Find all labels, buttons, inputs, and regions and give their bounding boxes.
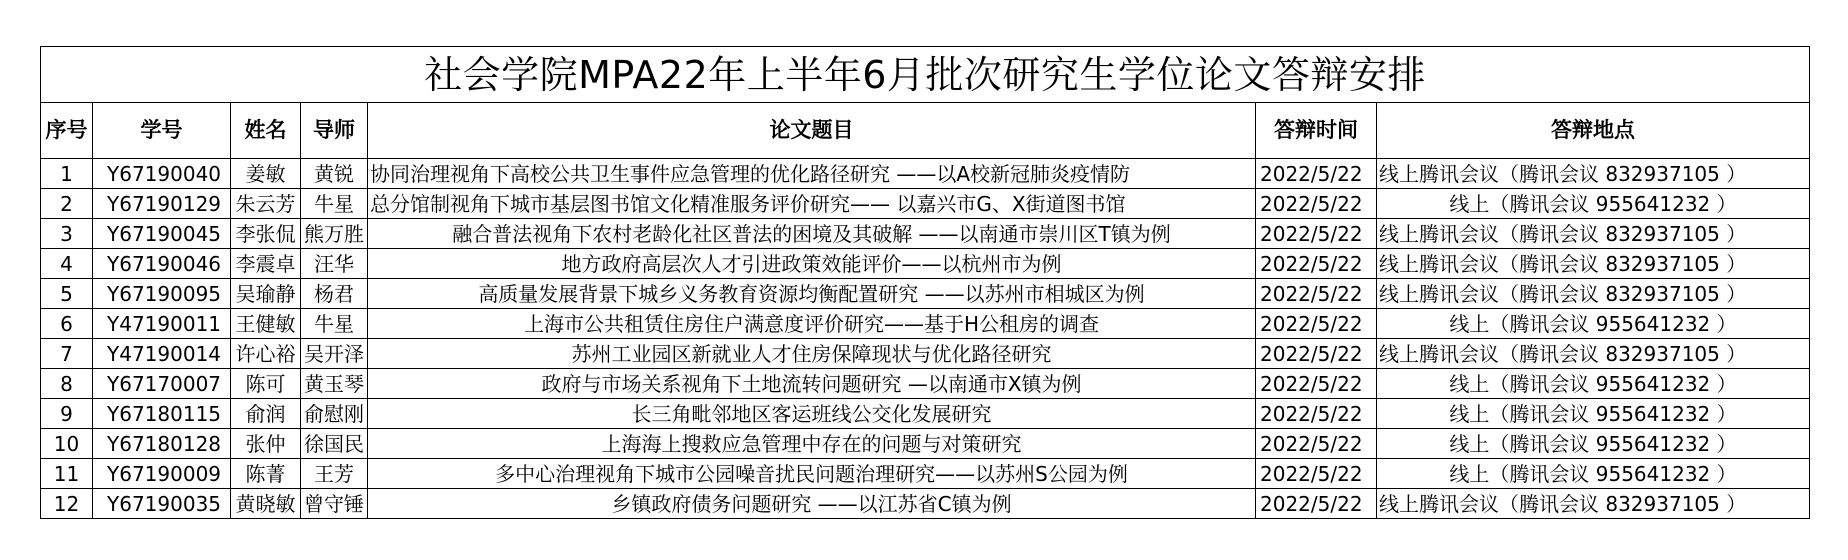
cell-student-id: Y67190129 (93, 189, 231, 219)
cell-student-id: Y67190040 (93, 159, 231, 189)
cell-seq: 5 (41, 279, 93, 309)
cell-topic: 总分馆制视角下城市基层图书馆文化精准服务评价研究—— 以嘉兴市G、X街道图书馆 (368, 189, 1256, 219)
cell-time: 2022/5/22 (1256, 399, 1377, 429)
cell-topic: 协同治理视角下高校公共卫生事件应急管理的优化路径研究 ——以A校新冠肺炎疫情防 (368, 159, 1256, 189)
cell-seq: 10 (41, 429, 93, 459)
table-body (41, 159, 1810, 519)
cell-advisor: 黄玉琴 (301, 369, 368, 399)
cell-student-id: Y67190035 (93, 489, 231, 519)
cell-seq: 1 (41, 159, 93, 189)
cell-venue: 线上腾讯会议（腾讯会议 832937105 ） (1377, 159, 1810, 189)
cell-name: 吴瑜静 (231, 279, 301, 309)
column-header-topic: 论文题目 (368, 103, 1256, 159)
cell-advisor: 徐国民 (301, 429, 368, 459)
cell-topic: 融合普法视角下农村老龄化社区普法的困境及其破解 ——以南通市崇川区T镇为例 (368, 219, 1256, 249)
cell-advisor: 杨君 (301, 279, 368, 309)
cell-seq: 9 (41, 399, 93, 429)
cell-advisor: 王芳 (301, 459, 368, 489)
cell-time: 2022/5/22 (1256, 219, 1377, 249)
cell-time: 2022/5/22 (1256, 339, 1377, 369)
cell-venue: 线上腾讯会议（腾讯会议 832937105 ） (1377, 339, 1810, 369)
cell-student-id: Y67190009 (93, 459, 231, 489)
cell-student-id: Y67180128 (93, 429, 231, 459)
cell-student-id: Y67180115 (93, 399, 231, 429)
cell-seq: 11 (41, 459, 93, 489)
cell-topic: 苏州工业园区新就业人才住房保障现状与优化路径研究 (368, 339, 1256, 369)
table-row (41, 459, 1810, 489)
column-header-venue: 答辩地点 (1377, 103, 1810, 159)
cell-advisor: 汪华 (301, 249, 368, 279)
cell-topic: 上海市公共租赁住房住户满意度评价研究——基于H公租房的调查 (368, 309, 1256, 339)
table-row (41, 279, 1810, 309)
cell-seq: 12 (41, 489, 93, 519)
cell-seq: 8 (41, 369, 93, 399)
cell-topic: 上海海上搜救应急管理中存在的问题与对策研究 (368, 429, 1256, 459)
cell-student-id: Y47190011 (93, 309, 231, 339)
table-row (41, 189, 1810, 219)
defense-schedule-table (40, 46, 1810, 519)
cell-seq: 6 (41, 309, 93, 339)
column-header-advisor: 导师 (301, 103, 368, 159)
cell-venue: 线上（腾讯会议 955641232 ） (1377, 369, 1810, 399)
cell-name: 朱云芳 (231, 189, 301, 219)
cell-name: 王健敏 (231, 309, 301, 339)
cell-name: 许心裕 (231, 339, 301, 369)
cell-name: 姜敏 (231, 159, 301, 189)
cell-advisor: 俞慰刚 (301, 399, 368, 429)
cell-venue: 线上腾讯会议（腾讯会议 832937105 ） (1377, 279, 1810, 309)
cell-topic: 地方政府高层次人才引进政策效能评价——以杭州市为例 (368, 249, 1256, 279)
cell-name: 张仲 (231, 429, 301, 459)
cell-advisor: 黄锐 (301, 159, 368, 189)
column-header-seq: 序号 (41, 103, 93, 159)
cell-advisor: 曾守锤 (301, 489, 368, 519)
cell-venue: 线上腾讯会议（腾讯会议 832937105 ） (1377, 489, 1810, 519)
table-row (41, 249, 1810, 279)
column-header-student-id: 学号 (93, 103, 231, 159)
cell-student-id: Y67190046 (93, 249, 231, 279)
cell-venue: 线上（腾讯会议 955641232 ） (1377, 399, 1810, 429)
cell-student-id: Y67190045 (93, 219, 231, 249)
cell-student-id: Y47190014 (93, 339, 231, 369)
cell-student-id: Y67190095 (93, 279, 231, 309)
cell-topic: 政府与市场关系视角下土地流转问题研究 —以南通市X镇为例 (368, 369, 1256, 399)
cell-topic: 高质量发展背景下城乡义务教育资源均衡配置研究 ——以苏州市相城区为例 (368, 279, 1256, 309)
cell-seq: 4 (41, 249, 93, 279)
table-row (41, 219, 1810, 249)
cell-venue: 线上（腾讯会议 955641232 ） (1377, 189, 1810, 219)
cell-name: 俞润 (231, 399, 301, 429)
table-row (41, 399, 1810, 429)
page-title: 社会学院MPA22年上半年6月批次研究生学位论文答辩安排 (41, 47, 1810, 103)
cell-time: 2022/5/22 (1256, 279, 1377, 309)
cell-time: 2022/5/22 (1256, 429, 1377, 459)
cell-advisor: 熊万胜 (301, 219, 368, 249)
cell-time: 2022/5/22 (1256, 309, 1377, 339)
column-header-time: 答辩时间 (1256, 103, 1377, 159)
cell-time: 2022/5/22 (1256, 159, 1377, 189)
cell-seq: 2 (41, 189, 93, 219)
cell-name: 陈可 (231, 369, 301, 399)
header-row (41, 103, 1810, 159)
cell-time: 2022/5/22 (1256, 459, 1377, 489)
table-row (41, 369, 1810, 399)
cell-seq: 3 (41, 219, 93, 249)
cell-student-id: Y67170007 (93, 369, 231, 399)
cell-name: 黄晓敏 (231, 489, 301, 519)
table-row (41, 429, 1810, 459)
cell-time: 2022/5/22 (1256, 189, 1377, 219)
cell-venue: 线上腾讯会议（腾讯会议 832937105 ） (1377, 249, 1810, 279)
table-row (41, 489, 1810, 519)
cell-time: 2022/5/22 (1256, 369, 1377, 399)
cell-advisor: 牛星 (301, 309, 368, 339)
cell-topic: 多中心治理视角下城市公园噪音扰民问题治理研究——以苏州S公园为例 (368, 459, 1256, 489)
cell-time: 2022/5/22 (1256, 249, 1377, 279)
table-row (41, 159, 1810, 189)
cell-name: 李张侃 (231, 219, 301, 249)
cell-venue: 线上腾讯会议（腾讯会议 832937105 ） (1377, 219, 1810, 249)
cell-venue: 线上（腾讯会议 955641232 ） (1377, 459, 1810, 489)
cell-time: 2022/5/22 (1256, 489, 1377, 519)
cell-topic: 乡镇政府债务问题研究 ——以江苏省C镇为例 (368, 489, 1256, 519)
cell-name: 陈菁 (231, 459, 301, 489)
cell-seq: 7 (41, 339, 93, 369)
cell-topic: 长三角毗邻地区客运班线公交化发展研究 (368, 399, 1256, 429)
table-row (41, 339, 1810, 369)
cell-venue: 线上（腾讯会议 955641232 ） (1377, 429, 1810, 459)
table-row (41, 309, 1810, 339)
cell-name: 李震卓 (231, 249, 301, 279)
column-header-name: 姓名 (231, 103, 301, 159)
cell-advisor: 吴开泽 (301, 339, 368, 369)
cell-venue: 线上（腾讯会议 955641232 ） (1377, 309, 1810, 339)
cell-advisor: 牛星 (301, 189, 368, 219)
